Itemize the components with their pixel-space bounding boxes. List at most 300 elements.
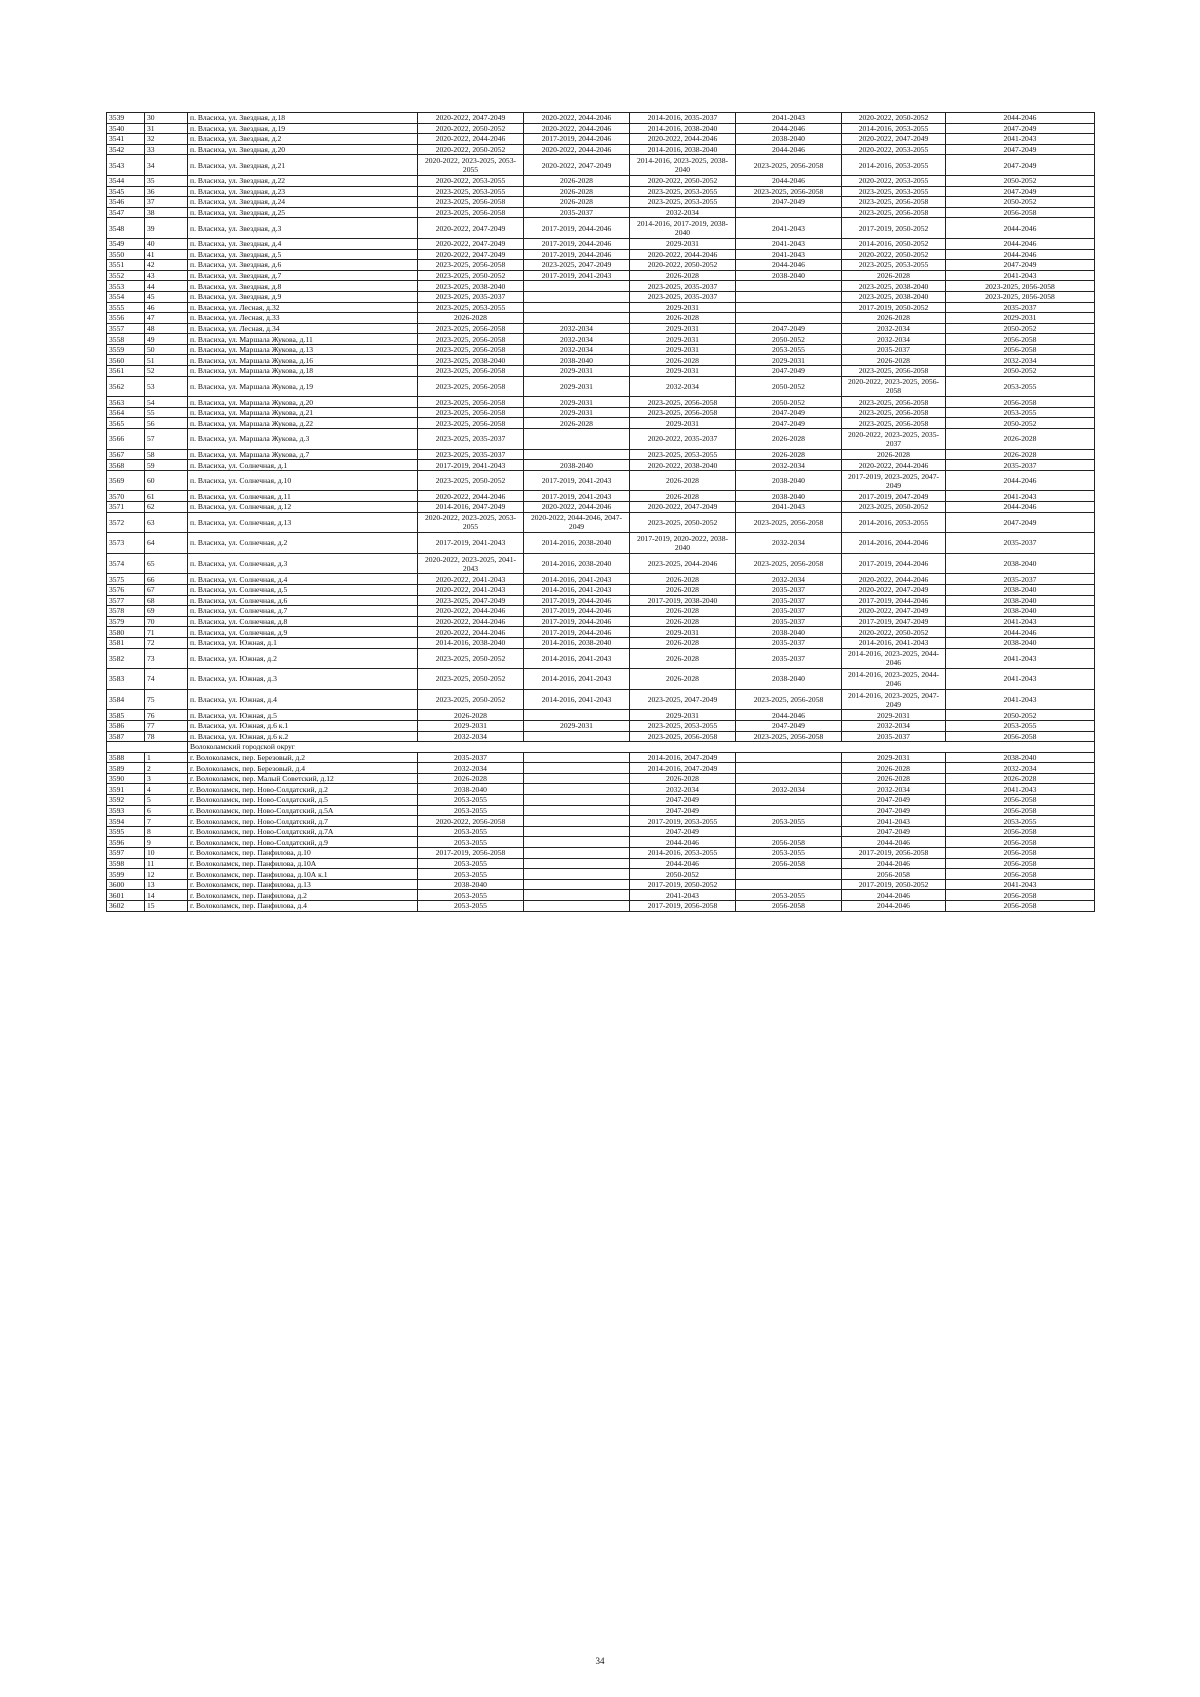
item-number-cell: 75 — [145, 689, 188, 710]
address-cell: п. Власиха, ул. Маршала Жукова, д.22 — [188, 418, 418, 429]
period-cell-2: 2017-2019, 2044-2046 — [524, 595, 630, 606]
period-cell-1: 2026-2028 — [418, 773, 524, 784]
period-cell-1: 2014-2016, 2047-2049 — [418, 502, 524, 513]
period-cell-2: 2020-2022, 2044-2046 — [524, 113, 630, 124]
period-cell-6: 2035-2037 — [946, 574, 1095, 585]
period-cell-2 — [524, 848, 630, 859]
period-cell-1: 2023-2025, 2053-2055 — [418, 186, 524, 197]
period-cell-1: 2032-2034 — [418, 763, 524, 774]
period-cell-3: 2023-2025, 2035-2037 — [630, 281, 736, 292]
item-number-cell: 70 — [145, 616, 188, 627]
period-cell-3: 2020-2022, 2038-2040 — [630, 460, 736, 471]
row-number-cell: 3596 — [107, 837, 145, 848]
period-cell-6: 2056-2058 — [946, 837, 1095, 848]
period-cell-5: 2014-2016, 2041-2043 — [842, 637, 946, 648]
period-cell-6: 2041-2043 — [946, 616, 1095, 627]
period-cell-2: 2017-2019, 2044-2046 — [524, 249, 630, 260]
table-row — [107, 260, 1095, 271]
period-cell-6: 2053-2055 — [946, 407, 1095, 418]
row-number-cell: 3554 — [107, 291, 145, 302]
row-number-cell: 3594 — [107, 816, 145, 827]
period-cell-6: 2023-2025, 2056-2058 — [946, 291, 1095, 302]
period-cell-2: 2032-2034 — [524, 323, 630, 334]
row-number-cell: 3567 — [107, 449, 145, 460]
table-row — [107, 627, 1095, 638]
period-cell-2: 2014-2016, 2041-2043 — [524, 574, 630, 585]
item-number-cell: 69 — [145, 606, 188, 617]
table-row — [107, 512, 1095, 533]
table-row — [107, 890, 1095, 901]
period-cell-4: 2038-2040 — [736, 470, 842, 491]
address-cell: п. Власиха, ул. Южная, д.3 — [188, 669, 418, 690]
item-number-cell: 58 — [145, 449, 188, 460]
period-cell-5: 2047-2049 — [842, 795, 946, 806]
period-cell-3: 2023-2025, 2047-2049 — [630, 689, 736, 710]
address-cell: п. Власиха, ул. Звездная, д.6 — [188, 260, 418, 271]
address-cell: п. Власиха, ул. Солнечная, д.13 — [188, 512, 418, 533]
period-cell-4 — [736, 763, 842, 774]
period-cell-3: 2014-2016, 2053-2055 — [630, 848, 736, 859]
address-cell: п. Власиха, ул. Маршала Жукова, д.16 — [188, 355, 418, 366]
period-cell-6: 2056-2058 — [946, 397, 1095, 408]
item-number-cell: 74 — [145, 669, 188, 690]
period-cell-4: 2053-2055 — [736, 848, 842, 859]
row-number-cell: 3547 — [107, 207, 145, 218]
period-cell-1: 2023-2025, 2056-2058 — [418, 376, 524, 397]
period-cell-6: 2038-2040 — [946, 752, 1095, 763]
address-cell: п. Власиха, ул. Южная, д.5 — [188, 710, 418, 721]
address-cell: п. Власиха, ул. Солнечная, д.7 — [188, 606, 418, 617]
period-cell-2: 2017-2019, 2044-2046 — [524, 616, 630, 627]
table-row — [107, 731, 1095, 742]
period-cell-2: 2029-2031 — [524, 366, 630, 377]
period-cell-2 — [524, 837, 630, 848]
row-number-cell: 3570 — [107, 491, 145, 502]
period-cell-1: 2023-2025, 2038-2040 — [418, 355, 524, 366]
item-number-cell: 65 — [145, 553, 188, 574]
period-cell-4: 2029-2031 — [736, 355, 842, 366]
period-cell-3: 2029-2031 — [630, 344, 736, 355]
period-cell-4: 2032-2034 — [736, 784, 842, 795]
period-cell-2 — [524, 795, 630, 806]
row-number-cell: 3557 — [107, 323, 145, 334]
row-number-cell: 3582 — [107, 648, 145, 669]
address-cell: г. Волоколамск, пер. Ново-Солдатский, д.9 — [188, 837, 418, 848]
period-cell-6: 2050-2052 — [946, 710, 1095, 721]
item-number-cell: 7 — [145, 816, 188, 827]
period-cell-1: 2026-2028 — [418, 710, 524, 721]
period-cell-2 — [524, 805, 630, 816]
table-row — [107, 207, 1095, 218]
section-empty-cell — [107, 742, 188, 753]
period-cell-4 — [736, 281, 842, 292]
address-cell: п. Власиха, ул. Южная, д.6 к.2 — [188, 731, 418, 742]
period-cell-2: 2020-2022, 2044-2046, 2047-2049 — [524, 512, 630, 533]
item-number-cell: 14 — [145, 890, 188, 901]
address-cell: г. Волоколамск, пер. Ново-Солдатский, д.5А — [188, 805, 418, 816]
period-cell-3: 2029-2031 — [630, 418, 736, 429]
period-cell-1: 2023-2025, 2056-2058 — [418, 323, 524, 334]
period-cell-3: 2026-2028 — [630, 773, 736, 784]
item-number-cell: 72 — [145, 637, 188, 648]
period-cell-6: 2056-2058 — [946, 826, 1095, 837]
period-cell-1: 2023-2025, 2038-2040 — [418, 281, 524, 292]
item-number-cell: 47 — [145, 313, 188, 324]
row-number-cell: 3571 — [107, 502, 145, 513]
period-cell-3: 2044-2046 — [630, 837, 736, 848]
period-cell-4: 2044-2046 — [736, 260, 842, 271]
period-cell-3: 2026-2028 — [630, 584, 736, 595]
item-number-cell: 32 — [145, 134, 188, 145]
period-cell-6: 2041-2043 — [946, 669, 1095, 690]
item-number-cell: 37 — [145, 197, 188, 208]
row-number-cell: 3590 — [107, 773, 145, 784]
period-cell-4 — [736, 291, 842, 302]
table-row — [107, 816, 1095, 827]
period-cell-2: 2020-2022, 2047-2049 — [524, 155, 630, 176]
row-number-cell: 3592 — [107, 795, 145, 806]
period-cell-3: 2014-2016, 2047-2049 — [630, 763, 736, 774]
period-cell-5: 2041-2043 — [842, 816, 946, 827]
row-number-cell: 3540 — [107, 123, 145, 134]
table-row — [107, 710, 1095, 721]
period-cell-3: 2020-2022, 2050-2052 — [630, 175, 736, 186]
item-number-cell: 76 — [145, 710, 188, 721]
address-cell: г. Волоколамск, пер. Березовый, д.2 — [188, 752, 418, 763]
item-number-cell: 10 — [145, 848, 188, 859]
table-row — [107, 429, 1095, 450]
address-cell: г. Волоколамск, пер. Панфилова, д.10А — [188, 858, 418, 869]
row-number-cell: 3545 — [107, 186, 145, 197]
period-cell-5: 2014-2016, 2023-2025, 2044-2046 — [842, 648, 946, 669]
row-number-cell: 3591 — [107, 784, 145, 795]
period-cell-4: 2023-2025, 2056-2058 — [736, 689, 842, 710]
address-cell: г. Волоколамск, пер. Ново-Солдатский, д.2 — [188, 784, 418, 795]
table-body — [107, 113, 1095, 912]
period-cell-3: 2014-2016, 2017-2019, 2038-2040 — [630, 218, 736, 239]
period-cell-5: 2020-2022, 2023-2025, 2035-2037 — [842, 429, 946, 450]
period-cell-3: 2023-2025, 2050-2052 — [630, 512, 736, 533]
period-cell-5: 2014-2016, 2044-2046 — [842, 533, 946, 554]
period-cell-5: 2026-2028 — [842, 355, 946, 366]
period-cell-1: 2020-2022, 2023-2025, 2053-2055 — [418, 155, 524, 176]
period-cell-5: 2035-2037 — [842, 344, 946, 355]
period-cell-5: 2014-2016, 2053-2055 — [842, 123, 946, 134]
table-row — [107, 784, 1095, 795]
period-cell-1: 2023-2025, 2050-2052 — [418, 270, 524, 281]
row-number-cell: 3574 — [107, 553, 145, 574]
period-cell-6: 2035-2037 — [946, 533, 1095, 554]
table-row — [107, 397, 1095, 408]
period-cell-2: 2017-2019, 2044-2046 — [524, 606, 630, 617]
table-row — [107, 491, 1095, 502]
item-number-cell: 66 — [145, 574, 188, 585]
period-cell-6: 2044-2046 — [946, 470, 1095, 491]
row-number-cell: 3600 — [107, 879, 145, 890]
table-row — [107, 281, 1095, 292]
address-cell: п. Власиха, ул. Звездная, д.9 — [188, 291, 418, 302]
period-cell-6: 2056-2058 — [946, 795, 1095, 806]
table-row — [107, 218, 1095, 239]
period-cell-2 — [524, 901, 630, 912]
table-row — [107, 155, 1095, 176]
period-cell-4 — [736, 879, 842, 890]
period-cell-1: 2032-2034 — [418, 731, 524, 742]
address-cell: п. Власиха, ул. Звездная, д.8 — [188, 281, 418, 292]
row-number-cell: 3546 — [107, 197, 145, 208]
period-cell-3: 2014-2016, 2038-2040 — [630, 144, 736, 155]
period-cell-5: 2023-2025, 2056-2058 — [842, 366, 946, 377]
period-cell-5: 2026-2028 — [842, 763, 946, 774]
item-number-cell: 46 — [145, 302, 188, 313]
row-number-cell: 3549 — [107, 238, 145, 249]
table-row — [107, 113, 1095, 124]
period-cell-2 — [524, 302, 630, 313]
period-cell-2: 2014-2016, 2038-2040 — [524, 637, 630, 648]
period-cell-2: 2029-2031 — [524, 720, 630, 731]
period-cell-2: 2029-2031 — [524, 376, 630, 397]
table-row — [107, 869, 1095, 880]
table-row — [107, 144, 1095, 155]
period-cell-6: 2050-2052 — [946, 418, 1095, 429]
period-cell-5: 2029-2031 — [842, 752, 946, 763]
period-cell-5: 2014-2016, 2023-2025, 2044-2046 — [842, 669, 946, 690]
period-cell-4: 2047-2049 — [736, 323, 842, 334]
address-cell: п. Власиха, ул. Звездная, д.4 — [188, 238, 418, 249]
period-cell-5: 2047-2049 — [842, 805, 946, 816]
table-row — [107, 302, 1095, 313]
row-number-cell: 3544 — [107, 175, 145, 186]
item-number-cell: 1 — [145, 752, 188, 763]
period-cell-4: 2053-2055 — [736, 816, 842, 827]
period-cell-1: 2038-2040 — [418, 879, 524, 890]
period-cell-1: 2023-2025, 2050-2052 — [418, 669, 524, 690]
period-cell-6: 2038-2040 — [946, 584, 1095, 595]
period-cell-1: 2023-2025, 2035-2037 — [418, 429, 524, 450]
capital-repair-schedule-table — [106, 112, 1095, 912]
address-cell: п. Власиха, ул. Солнечная, д.9 — [188, 627, 418, 638]
table-row — [107, 323, 1095, 334]
period-cell-3: 2023-2025, 2053-2055 — [630, 186, 736, 197]
period-cell-3: 2047-2049 — [630, 805, 736, 816]
table-row — [107, 418, 1095, 429]
period-cell-2 — [524, 313, 630, 324]
period-cell-1: 2014-2016, 2038-2040 — [418, 637, 524, 648]
table-row — [107, 848, 1095, 859]
period-cell-2: 2026-2028 — [524, 418, 630, 429]
period-cell-2: 2014-2016, 2041-2043 — [524, 689, 630, 710]
item-number-cell: 55 — [145, 407, 188, 418]
period-cell-4: 2041-2043 — [736, 113, 842, 124]
table-row — [107, 123, 1095, 134]
item-number-cell: 78 — [145, 731, 188, 742]
address-cell: г. Волоколамск, пер. Панфилова, д.10 — [188, 848, 418, 859]
period-cell-3: 2017-2019, 2038-2040 — [630, 595, 736, 606]
period-cell-2: 2032-2034 — [524, 344, 630, 355]
item-number-cell: 71 — [145, 627, 188, 638]
period-cell-6: 2041-2043 — [946, 879, 1095, 890]
row-number-cell: 3583 — [107, 669, 145, 690]
table-row — [107, 763, 1095, 774]
period-cell-3: 2029-2031 — [630, 366, 736, 377]
period-cell-3: 2047-2049 — [630, 826, 736, 837]
item-number-cell: 77 — [145, 720, 188, 731]
period-cell-2: 2038-2040 — [524, 355, 630, 366]
period-cell-4: 2053-2055 — [736, 344, 842, 355]
period-cell-6: 2053-2055 — [946, 720, 1095, 731]
period-cell-4: 2035-2037 — [736, 616, 842, 627]
row-number-cell: 3575 — [107, 574, 145, 585]
table-row — [107, 313, 1095, 324]
row-number-cell: 3551 — [107, 260, 145, 271]
period-cell-5: 2017-2019, 2023-2025, 2047-2049 — [842, 470, 946, 491]
period-cell-5: 2014-2016, 2053-2055 — [842, 512, 946, 533]
row-number-cell: 3556 — [107, 313, 145, 324]
item-number-cell: 11 — [145, 858, 188, 869]
period-cell-1: 2017-2019, 2056-2058 — [418, 848, 524, 859]
period-cell-5: 2017-2019, 2050-2052 — [842, 302, 946, 313]
period-cell-3: 2026-2028 — [630, 637, 736, 648]
period-cell-4: 2023-2025, 2056-2058 — [736, 512, 842, 533]
period-cell-4: 2047-2049 — [736, 418, 842, 429]
period-cell-5: 2035-2037 — [842, 731, 946, 742]
period-cell-4 — [736, 795, 842, 806]
item-number-cell: 53 — [145, 376, 188, 397]
address-cell: п. Власиха, ул. Солнечная, д.11 — [188, 491, 418, 502]
period-cell-6: 2047-2049 — [946, 144, 1095, 155]
period-cell-4: 2038-2040 — [736, 270, 842, 281]
period-cell-6: 2041-2043 — [946, 270, 1095, 281]
period-cell-3: 2026-2028 — [630, 616, 736, 627]
period-cell-5: 2026-2028 — [842, 449, 946, 460]
address-cell: п. Власиха, ул. Лесная, д.32 — [188, 302, 418, 313]
period-cell-1: 2053-2055 — [418, 805, 524, 816]
address-cell: п. Власиха, ул. Звездная, д.25 — [188, 207, 418, 218]
period-cell-5: 2056-2058 — [842, 869, 946, 880]
address-cell: п. Власиха, ул. Маршала Жукова, д.19 — [188, 376, 418, 397]
period-cell-1: 2035-2037 — [418, 752, 524, 763]
table-row — [107, 879, 1095, 890]
period-cell-2 — [524, 281, 630, 292]
address-cell: г. Волоколамск, пер. Панфилова, д.2 — [188, 890, 418, 901]
row-number-cell: 3566 — [107, 429, 145, 450]
period-cell-5: 2026-2028 — [842, 773, 946, 784]
address-cell: п. Власиха, ул. Маршала Жукова, д.3 — [188, 429, 418, 450]
row-number-cell: 3558 — [107, 334, 145, 345]
period-cell-4: 2032-2034 — [736, 574, 842, 585]
period-cell-4: 2038-2040 — [736, 134, 842, 145]
period-cell-3: 2017-2019, 2056-2058 — [630, 901, 736, 912]
period-cell-2: 2020-2022, 2044-2046 — [524, 144, 630, 155]
period-cell-2: 2020-2022, 2044-2046 — [524, 502, 630, 513]
row-number-cell: 3542 — [107, 144, 145, 155]
address-cell: г. Волоколамск, пер. Панфилова, д.4 — [188, 901, 418, 912]
period-cell-5: 2023-2025, 2056-2058 — [842, 197, 946, 208]
table-row — [107, 637, 1095, 648]
period-cell-1: 2023-2025, 2056-2058 — [418, 207, 524, 218]
period-cell-2 — [524, 449, 630, 460]
period-cell-5: 2026-2028 — [842, 313, 946, 324]
item-number-cell: 62 — [145, 502, 188, 513]
period-cell-2 — [524, 869, 630, 880]
period-cell-5: 2020-2022, 2050-2052 — [842, 249, 946, 260]
period-cell-2: 2014-2016, 2038-2040 — [524, 533, 630, 554]
period-cell-2: 2017-2019, 2044-2046 — [524, 627, 630, 638]
period-cell-3: 2029-2031 — [630, 302, 736, 313]
period-cell-1: 2053-2055 — [418, 890, 524, 901]
period-cell-2 — [524, 784, 630, 795]
period-cell-2 — [524, 858, 630, 869]
address-cell: п. Власиха, ул. Солнечная, д.8 — [188, 616, 418, 627]
period-cell-2: 2017-2019, 2041-2043 — [524, 491, 630, 502]
row-number-cell: 3586 — [107, 720, 145, 731]
period-cell-6: 2056-2058 — [946, 901, 1095, 912]
table-row — [107, 238, 1095, 249]
period-cell-3: 2029-2031 — [630, 334, 736, 345]
period-cell-5: 2020-2022, 2053-2055 — [842, 175, 946, 186]
item-number-cell: 67 — [145, 584, 188, 595]
period-cell-1: 2020-2022, 2044-2046 — [418, 606, 524, 617]
table-row — [107, 720, 1095, 731]
period-cell-1: 2023-2025, 2050-2052 — [418, 648, 524, 669]
period-cell-5: 2017-2019, 2047-2049 — [842, 616, 946, 627]
row-number-cell: 3577 — [107, 595, 145, 606]
item-number-cell: 31 — [145, 123, 188, 134]
period-cell-1: 2053-2055 — [418, 795, 524, 806]
item-number-cell: 64 — [145, 533, 188, 554]
period-cell-6: 2053-2055 — [946, 816, 1095, 827]
address-cell: п. Власиха, ул. Маршала Жукова, д.13 — [188, 344, 418, 355]
table-row — [107, 795, 1095, 806]
address-cell: п. Власиха, ул. Звездная, д.23 — [188, 186, 418, 197]
period-cell-6: 2044-2046 — [946, 627, 1095, 638]
item-number-cell: 60 — [145, 470, 188, 491]
period-cell-6: 2047-2049 — [946, 186, 1095, 197]
section-row — [107, 742, 1095, 753]
period-cell-3: 2023-2025, 2035-2037 — [630, 291, 736, 302]
address-cell: п. Власиха, ул. Солнечная, д.6 — [188, 595, 418, 606]
period-cell-4: 2041-2043 — [736, 238, 842, 249]
table-row — [107, 595, 1095, 606]
row-number-cell: 3584 — [107, 689, 145, 710]
row-number-cell: 3588 — [107, 752, 145, 763]
period-cell-1: 2020-2022, 2050-2052 — [418, 144, 524, 155]
address-cell: п. Власиха, ул. Звездная, д.21 — [188, 155, 418, 176]
item-number-cell: 44 — [145, 281, 188, 292]
row-number-cell: 3597 — [107, 848, 145, 859]
row-number-cell: 3589 — [107, 763, 145, 774]
period-cell-4: 2035-2037 — [736, 595, 842, 606]
item-number-cell: 54 — [145, 397, 188, 408]
period-cell-3: 2023-2025, 2053-2055 — [630, 197, 736, 208]
address-cell: п. Власиха, ул. Лесная, д.33 — [188, 313, 418, 324]
period-cell-6: 2050-2052 — [946, 175, 1095, 186]
address-cell: г. Волоколамск, пер. Ново-Солдатский, д.7А — [188, 826, 418, 837]
item-number-cell: 41 — [145, 249, 188, 260]
period-cell-6: 2053-2055 — [946, 376, 1095, 397]
period-cell-6: 2056-2058 — [946, 731, 1095, 742]
item-number-cell: 52 — [145, 366, 188, 377]
period-cell-3: 2017-2019, 2050-2052 — [630, 879, 736, 890]
address-cell: п. Власиха, ул. Лесная, д.34 — [188, 323, 418, 334]
period-cell-4 — [736, 826, 842, 837]
item-number-cell: 73 — [145, 648, 188, 669]
period-cell-5: 2047-2049 — [842, 826, 946, 837]
period-cell-4: 2035-2037 — [736, 637, 842, 648]
period-cell-6: 2044-2046 — [946, 238, 1095, 249]
address-cell: п. Власиха, ул. Маршала Жукова, д.11 — [188, 334, 418, 345]
period-cell-5: 2044-2046 — [842, 837, 946, 848]
